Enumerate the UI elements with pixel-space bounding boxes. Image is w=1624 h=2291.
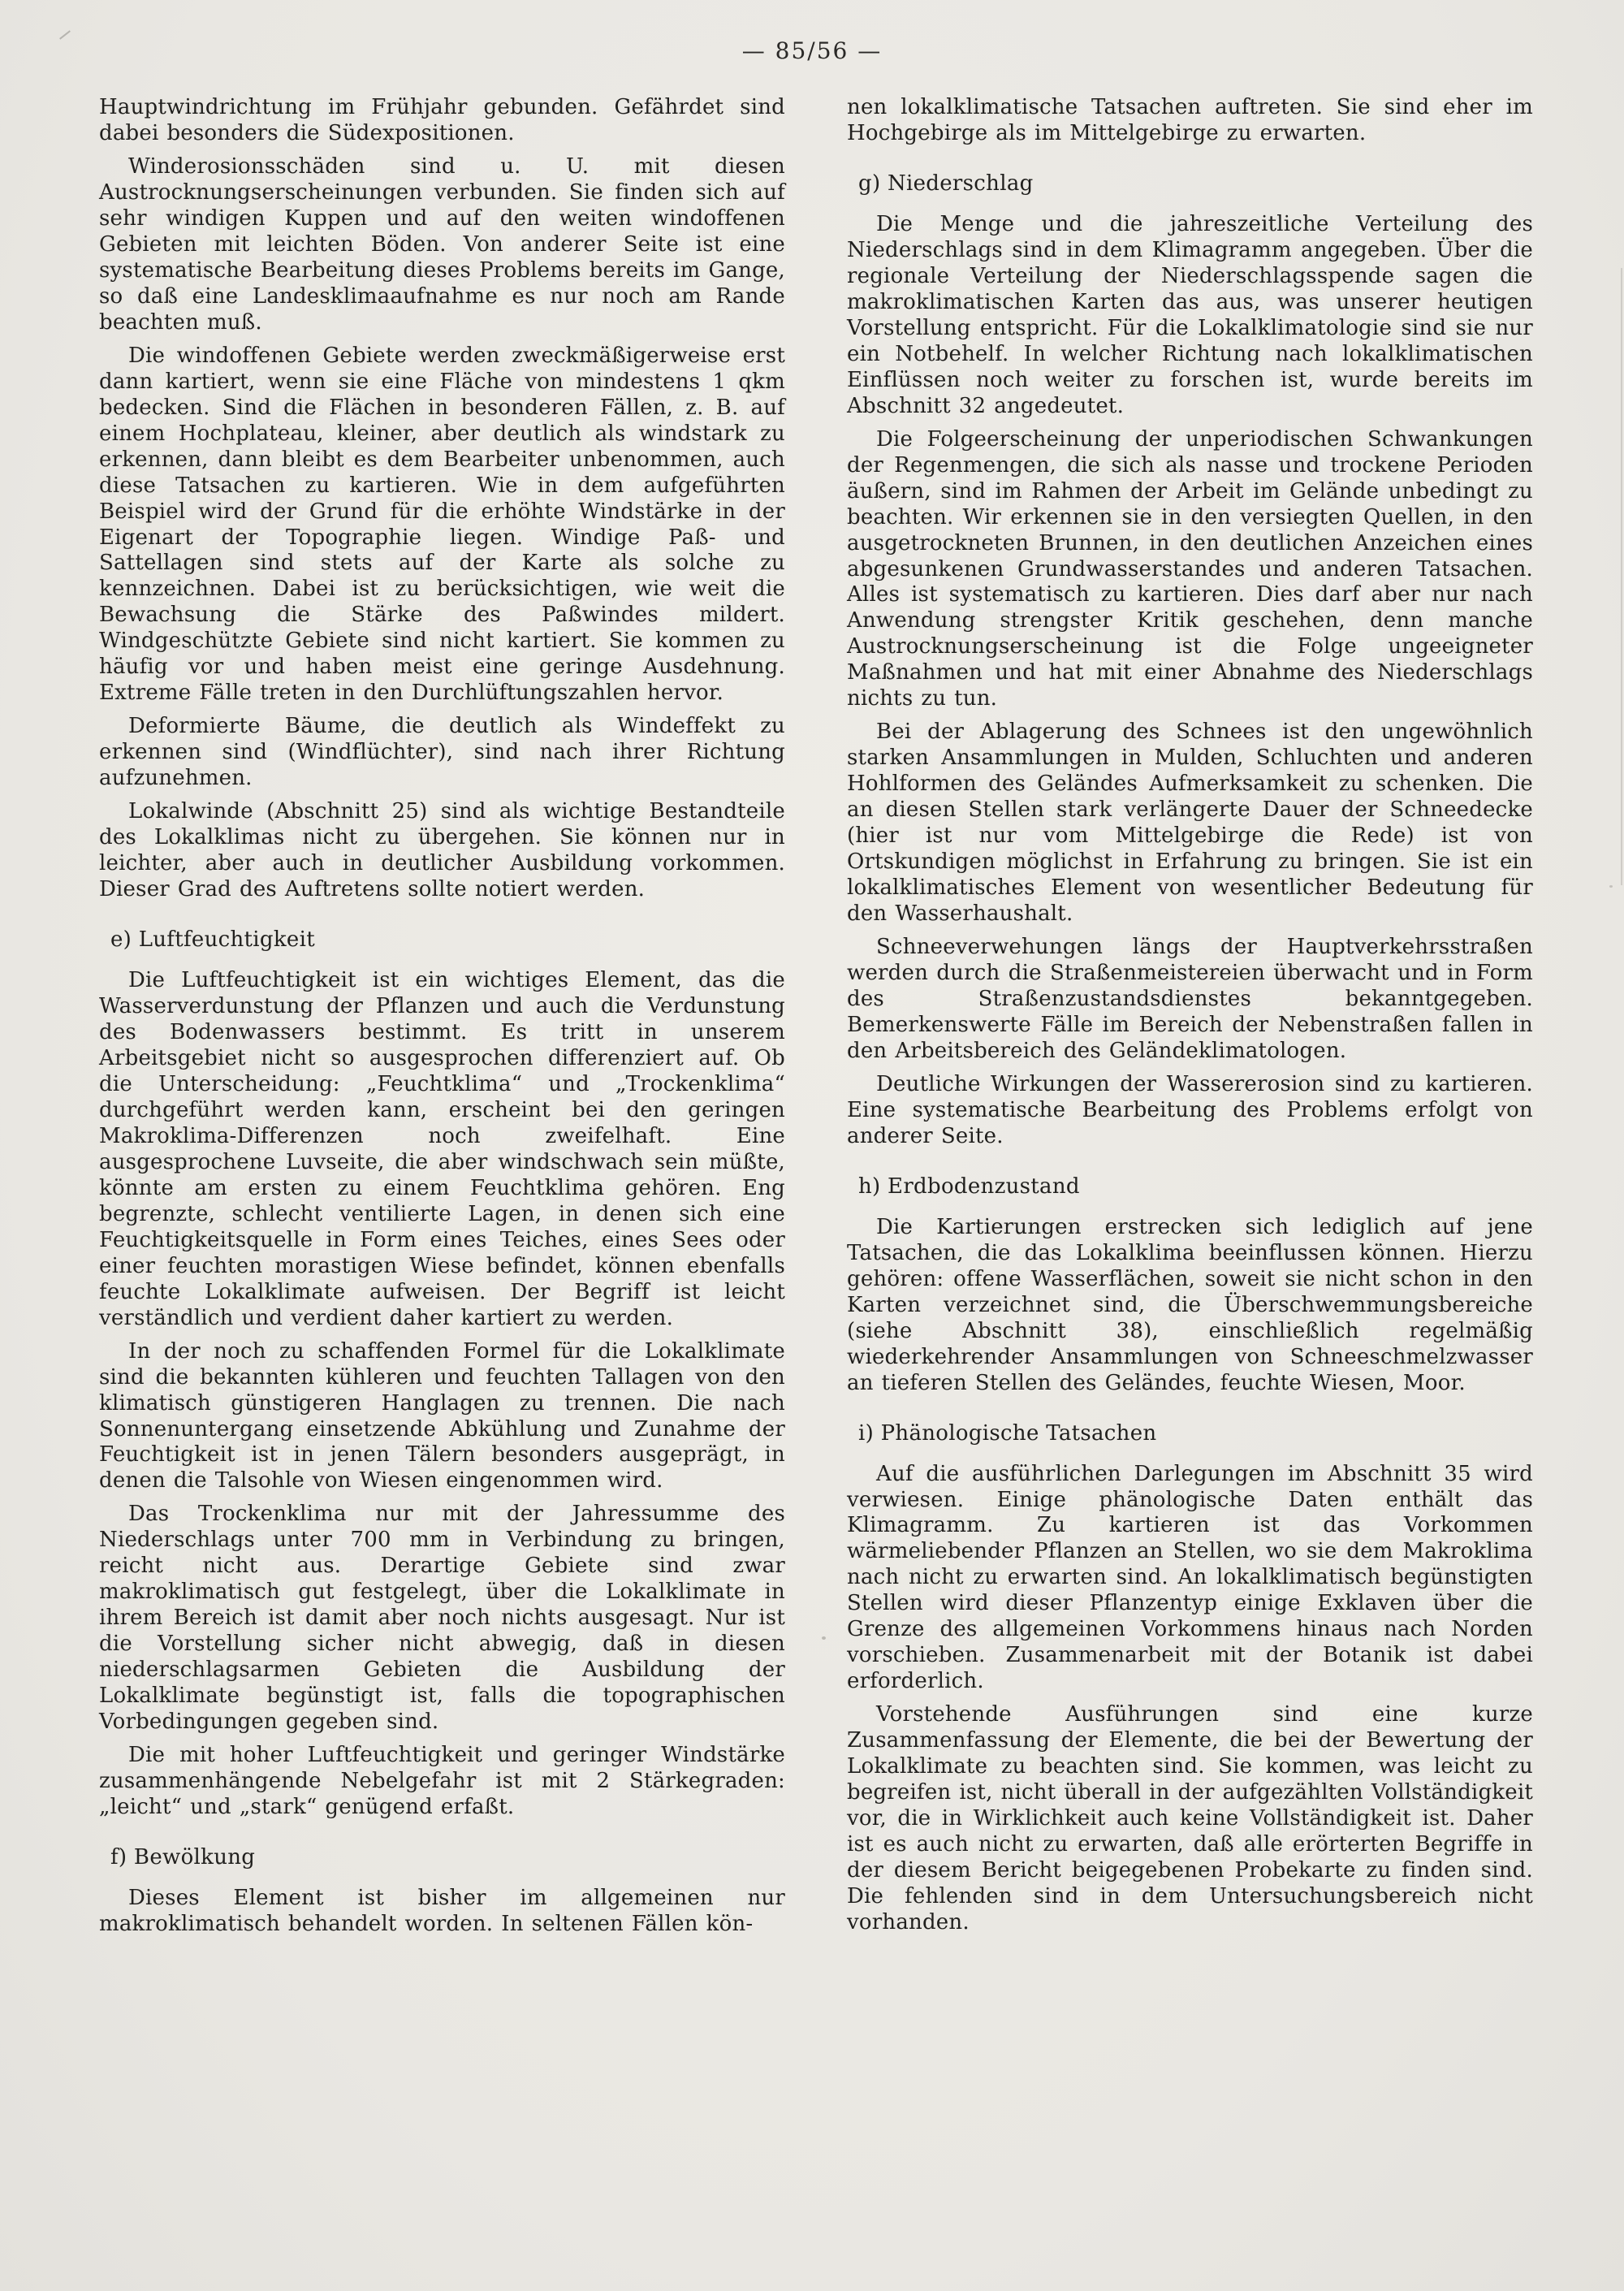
paragraph: Vorstehende Ausführungen sind eine kurze Zusammenfassung der Elemente, die bei der Bewertung der Lokalklimate zu beachten sind. Sie kommen, was leicht zu begreifen ist, nicht überall in der aufgezählten Vollständigkeit vor, die in Wirklichkeit auch keine Vollständigkeit ist. Daher ist es auch nicht zu erwarten, daß alle erörterten Begriffe in der diesem Bericht beigegebenen Probekarte zu finden sind. Die fehlenden sind in dem Untersuchungsbereich nicht vorhanden.: [847, 1702, 1533, 1934]
paragraph: Hauptwindrichtung im Frühjahr gebunden. Gefährdet sind dabei besonders die Südexpositionen.: [99, 95, 785, 145]
paragraph: Dieses Element ist bisher im allgemeinen nur makroklimatisch behandelt worden. In seltenen Fällen kön-: [99, 1886, 785, 1936]
paragraph: Lokalwinde (Abschnitt 25) sind als wichtige Bestandteile des Lokalklimas nicht zu übergehen. Sie können nur in leichter, aber auch in deutlicher Ausbildung vorkommen. Dieser Grad des Auftretens sollte notiert werden.: [99, 799, 785, 902]
left-column: [99, 95, 785, 1938]
paragraph: Die mit hoher Luftfeuchtigkeit und geringer Windstärke zusammenhängende Nebelgefahr ist mit 2 Stärkegraden: „leicht“ und „stark“ genügend erfaßt.: [99, 1743, 785, 1820]
two-column-text-body: [0, 64, 1624, 1938]
paragraph: Das Trockenklima nur mit der Jahressumme des Niederschlags unter 700 mm in Verbindung zu bringen, reicht nicht aus. Derartige Gebiete sind zwar makroklimatisch gut festgelegt, über die Lokalklimate in ihrem Bereich ist damit aber noch nichts ausgesagt. Nur ist die Vorstellung sicher nicht abwegig, daß in diesen niederschlagsarmen Gebieten die Ausbildung der Lokalklimate begünstigt ist, falls die topographischen Vorbedingungen gegeben sind.: [99, 1502, 785, 1735]
paragraph: Deutliche Wirkungen der Wassererosion sind zu kartieren. Eine systematische Bearbeitung des Problems erfolgt von anderer Seite.: [847, 1071, 1533, 1148]
section-heading: e) Luftfeuchtigkeit: [110, 927, 315, 953]
paragraph: Die Folgeerscheinung der unperiodischen Schwankungen der Regenmengen, die sich als nasse und trockene Perioden äußern, sind im Rahmen der Arbeit im Gelände unbedingt zu beachten. Wir erkennen sie in den versiegten Quellen, in den ausgetrockneten Brunnen, in den deutlichen Anzeichen eines abgesunkenen Grundwasserstandes und anderen Tatsachen. Alles ist systematisch zu kartieren. Dies darf aber nur nach Anwendung strengster Kritik geschehen, denn manche Austrocknungserscheinung ist die Folge ungeeigneter Maßnahmen und hat mit einer Abnahme des Niederschlags nichts zu tun.: [847, 426, 1533, 711]
right-column: [847, 95, 1533, 1938]
paragraph: In der noch zu schaffenden Formel für die Lokalklimate sind die bekannten kühleren und feuchten Tallagen von den klimatisch günstigeren Hanglagen zu trennen. Die nach Sonnenuntergang einsetzende Abkühlung und Zunahme der Feuchtigkeit ist in jenen Tälern besonders ausgeprägt, in denen die Talsohle von Wiesen eingenommen wird.: [99, 1338, 785, 1493]
section-heading: h) Erdbodenzustand: [858, 1174, 1080, 1199]
paragraph: Schneeverwehungen längs der Hauptverkehrsstraßen werden durch die Straßenmeistereien überwacht und in Form des Straßenzustandsdienstes bekanntgegeben. Bemerkenswerte Fälle im Bereich der Nebenstraßen fallen in den Arbeitsbereich des Geländeklimatologen.: [847, 935, 1533, 1063]
paragraph: Die Menge und die jahreszeitliche Verteilung des Niederschlags sind in dem Klimagramm angegeben. Über die regionale Verteilung der Niederschlagsspende sagen die makroklimatischen Karten das aus, was unserer heutigen Vorstellung entspricht. Für die Lokalklimatologie sind sie nur ein Notbehelf. In welcher Richtung nach lokalklimatischen Einflüssen noch weiter zu forschen ist, wurde bereits im Abschnitt 32 angedeutet.: [847, 211, 1533, 418]
paragraph: Die Luftfeuchtigkeit ist ein wichtiges Element, das die Wasserverdunstung der Pflanzen und auch die Verdunstung des Bodenwassers bestimmt. Es tritt in unserem Arbeitsgebiet nicht so ausgesprochen differenziert auf. Ob die Unterscheidung: „Feuchtklima“ und „Trockenklima“ durchgeführt werden kann, erscheint bei den geringen Makroklima-Differenzen noch zweifelhaft. Eine ausgesprochene Luvseite, die aber windschwach sein müßte, könnte am ersten zu einem Feuchtklima gehören. Eng begrenzte, schlecht ventilierte Lagen, in denen sich eine Feuchtigkeitsquelle in Form eines Teiches, eines Sees oder einer feuchten morastigen Wiese befindet, können ebenfalls feuchte Lokalklimate aufweisen. Der Begriff ist leicht verständlich und verdient daher kartiert zu werden.: [99, 968, 785, 1330]
page-number-header: — 85/56 —: [741, 37, 883, 64]
section-heading: i) Phänologische Tatsachen: [858, 1420, 1157, 1446]
paragraph: Die Kartierungen erstrecken sich lediglich auf jene Tatsachen, die das Lokalklima beeinflussen können. Hierzu gehören: offene Wasserflächen, soweit sie nicht schon in den Karten verzeichnet sind, die Überschwemmungsbereiche (siehe Abschnitt 38), einschließlich regelmäßig wiederkehrender Ansammlungen von Schneeschmelzwasser an tieferen Stellen des Geländes, feuchte Wiesen, Moor.: [847, 1214, 1533, 1395]
paragraph: nen lokalklimatische Tatsachen auftreten. Sie sind eher im Hochgebirge als im Mittelgebirge zu erwarten.: [847, 95, 1533, 145]
paragraph: Auf die ausführlichen Darlegungen im Abschnitt 35 wird verwiesen. Einige phänologische Daten enthält das Klimagramm. Zu kartieren ist das Vorkommen wärmeliebender Pflanzen an Stellen, wo sie dem Makroklima nach nicht zu erwarten sind. An lokalklimatisch begünstigten Stellen wird dieser Pflanzentyp einige Exklaven über die Grenze des allgemeinen Vorkommens hinaus nach Norden vorschieben. Zusammenarbeit mit der Botanik ist dabei erforderlich.: [847, 1461, 1533, 1694]
section-heading: g) Niederschlag: [858, 171, 1034, 196]
paragraph: Winderosionsschäden sind u. U. mit diesen Austrocknungserscheinungen verbunden. Sie finden sich auf sehr windigen Kuppen und auf den weiten windoffenen Gebieten mit leichten Böden. Von anderer Seite ist eine systematische Bearbeitung dieses Problems bereits im Gange, so daß eine Landesklimaaufnahme es nur noch am Rande beachten muß.: [99, 153, 785, 335]
paragraph: Deformierte Bäume, die deutlich als Windeffekt zu erkennen sind (Windflüchter), sind nach ihrer Richtung aufzunehmen.: [99, 714, 785, 791]
paragraph: Bei der Ablagerung des Schnees ist den ungewöhnlich starken Ansammlungen in Mulden, Schluchten und anderen Hohlformen des Geländes Aufmerksamkeit zu schenken. Die an diesen Stellen stark verlängerte Dauer der Schneedecke (hier ist nur vom Mittelgebirge die Rede) ist von Ortskundigen möglichst in Erfahrung zu bringen. Sie ist ein lokalklimatisches Element von wesentlicher Bedeutung für den Wasserhaushalt.: [847, 720, 1533, 927]
paragraph: Die windoffenen Gebiete werden zweckmäßigerweise erst dann kartiert, wenn sie eine Fläche von mindestens 1 qkm bedecken. Sind die Flächen in besonderen Fällen, z. B. auf einem Hochplateau, kleiner, aber deutlich als windstark zu erkennen, dann bleibt es dem Bearbeiter unbenommen, auch diese Tatsachen zu kartieren. Wie in dem aufgeführten Beispiel wird der Grund für die erhöhte Windstärke in der Eigenart der Topographie liegen. Windige Paß- und Sattellagen sind stets auf der Karte als solche zu kennzeichnen. Dabei ist zu berücksichtigen, wie weit die Bewachsung die Stärke des Paßwindes mildert. Windgeschützte Gebiete sind nicht kartiert. Sie kommen zu häufig vor und haben meist eine geringe Ausdehnung. Extreme Fälle treten in den Durchlüftungszahlen hervor.: [99, 343, 785, 706]
section-heading: f) Bewölkung: [110, 1845, 256, 1870]
